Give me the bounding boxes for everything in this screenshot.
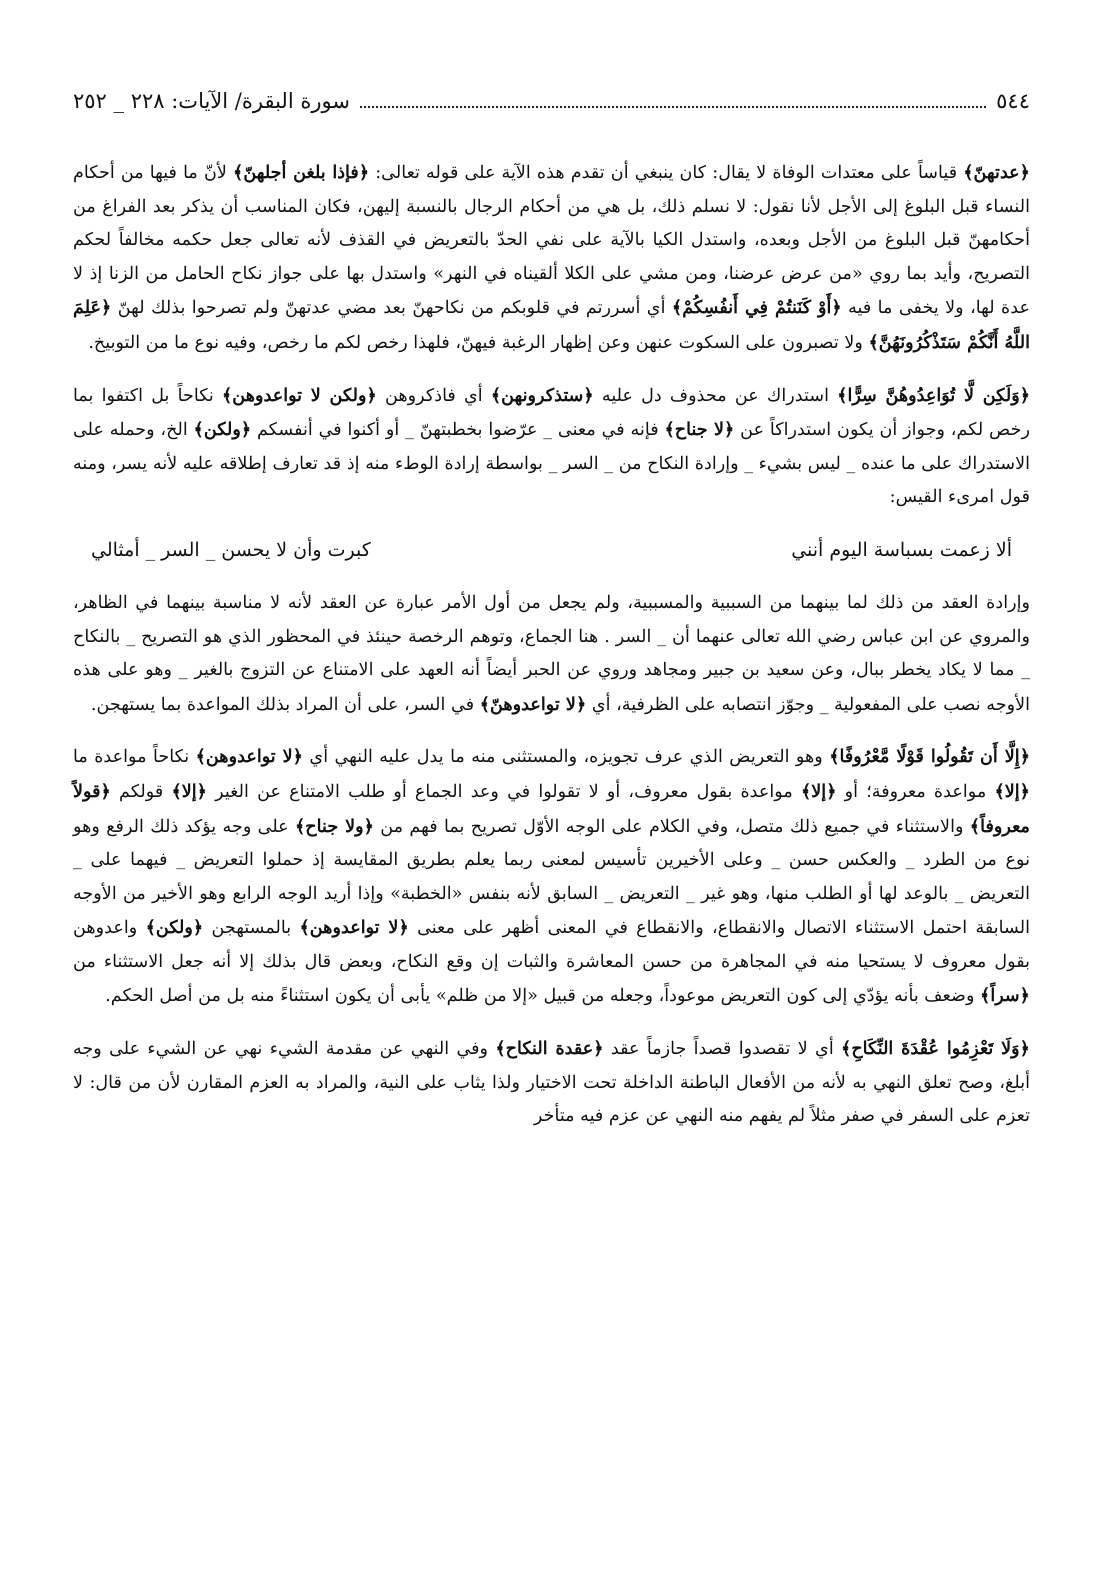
quranic-citation: ﴿لا تواعدوهنّ﴾ xyxy=(479,693,587,715)
quranic-citation: ﴿إلا﴾ xyxy=(800,780,837,802)
quranic-citation: ﴿ولكن لا تواعدوهن﴾ xyxy=(222,384,377,406)
quranic-citation: ﴿ولا جناح﴾ xyxy=(295,815,374,837)
quranic-citation: ﴿ستذكرونهن﴾ xyxy=(490,384,594,406)
page-header xyxy=(73,86,1030,118)
quranic-citation: ﴿لا تواعدوهن﴾ xyxy=(299,917,409,939)
quranic-citation: ﴿أَوْ كَنَنتُمْ فِي أَنفُسِكُمْ﴾ xyxy=(671,297,842,319)
page-number: ٥٤٤ xyxy=(996,89,1030,113)
quranic-citation: ﴿عقدة النكاح﴾ xyxy=(495,1038,604,1060)
paragraph-4: ﴿إِلَّا أَن تَقُولُوا قَوْلًا مَّعْرُوفًا﴾ وهو التعريض الذي عرف تجويزه، والمستثنى منه ما يدل عليه النهي أي ﴿لا تواعدوهن﴾ نكاحاً مواعدة ما ﴿إلا﴾ مواعدة معروفة؛ أو ﴿إلا﴾ مواعدة بقول معروف، أو لا تقولوا في وعد الجماع أو طلب الامتناع عن الغير ﴿إلا﴾ قولكم ﴿قولاً معروفاً﴾ والاستثناء في جميع ذلك متصل، وفي الكلام على الوجه الأوّل تصريح بما فهم من ﴿ولا جناح﴾ على وجه يؤكد ذلك الرفع وهو نوع من الطرد _ والعكس حسن _ وعلى الأخيرين تأسيس لمعنى ربما يعلم بطريق المقايسة إذ حملوا التعريض _ فيهما على _ التعريض _ بالوعد لها أو الطلب منها، وهو غير _ التعريض _ السابق لأنه بنفس «الخطبة» وإذا أريد الوجه الرابع وهو الأخير من الأوجه السابقة احتمل الاستثناء الاتصال والانقطاع، والانقطاع في المعنى أظهر على معنى ﴿لا تواعدوهن﴾ بالمستهجن ﴿ولكن﴾ واعدوهن بقول معروف لا يستحيا منه في المجاهرة من حسن المعاشرة والثبات إن وقع النكاح، وبعض قال بذلك إلا أنه جعل الاستثناء من ﴿سراً﴾ وضعف بأنه يؤدّي إلى كون التعريض موعوداً، وجعله من قبيل «إلا من ظلم» يأبى أن يكون استثناءً منه بل من أصل الحكم. xyxy=(73,746,1031,1007)
quranic-citation: ﴿عَلِمَ اللَّهُ أَنَّكُمْ سَتَذْكُرُونَهُنَّ﴾ xyxy=(73,297,1030,353)
paragraph-3: وإرادة العقد من ذلك لما بينهما من السببية والمسببية، ولم يجعل من أول الأمر عبارة عن العقد لأنه لا مناسبة بينهما في الظاهر، والمروي عن ابن عباس رضي الله تعالى عنهما أن _ السر . هنا الجماع، وتوهم الرخصة حينئذ في المحظور الذي هو التصريح _ بالنكاح _ مما لا يكاد يخطر ببال، وعن سعيد بن جبير ومجاهد وروي عن الحبر أيضاً أنه العهد على الامتناع عن التزوج بالغير _ وهو على هذه الأوجه نصب على المفعولية _ وجوّز انتصابه على الظرفية، أي ﴿لا تواعدوهنّ﴾ في السر، على أن المراد بذلك المواعدة بما يستهجن. xyxy=(73,592,1030,715)
quranic-citation: ﴿فإذا بلغن أجلهنّ﴾ xyxy=(233,162,370,183)
quranic-citation: ﴿إلا﴾ xyxy=(171,780,207,802)
quranic-citation: ﴿وَلَكِن لَّا تُوَاعِدُوهُنَّ سِرًّا﴾ xyxy=(837,384,1030,406)
poem-verse xyxy=(91,533,1012,567)
quranic-citation: ﴿عدتهنّ﴾ xyxy=(963,162,1030,183)
running-title: سورة البقرة/ الآيات: ٢٢٨ _ ٢٥٢ xyxy=(73,89,350,113)
quranic-citation: ﴿إلا﴾ xyxy=(994,780,1030,802)
paragraph-1: ﴿عدتهنّ﴾ قياساً على معتدات الوفاة لا يقال: كان ينبغي أن تقدم هذه الآية على قوله تعالى: ﴿فإذا بلغن أجلهنّ﴾ لأنّ ما فيها من أحكام النساء قبل البلوغ إلى الأجل لأنا نقول: لا نسلم ذلك، بل هي من أحكام الرجال بالنسبة إليهن، فكان المناسب أن يذكر بعد الفراغ من أحكامهنّ قبل البلوغ من الأجل وبعده، واستدل الكيا بالآية على نفي الحدّ بالتعريض في القذف لأنه تعالى جعل حكمه مخالفاً لحكم التصريح، وأيد بما روي «من عرض عرضنا، ومن مشي على الكلا ألقيناه في النهر» واستدل بها على جواز نكاح الحامل من الزنا إذ لا عدة لها، ولا يخفى ما فيه ﴿أَوْ كَنَنتُمْ فِي أَنفُسِكُمْ﴾ أي أسررتم في قلوبكم من نكاحهنّ بعد مضي عدتهنّ ولم تصرحوا بذلك لهنّ ﴿عَلِمَ اللَّهُ أَنَّكُمْ سَتَذْكُرُونَهُنَّ﴾ ولا تصبرون على السكوت عنهن وعن إظهار الرغبة فيهنّ، فلهذا رخص لكم ما رخص، وفيه نوع ما من التوبيخ. xyxy=(73,162,1030,353)
header-dotted-leader xyxy=(360,106,986,108)
quranic-citation: ﴿وَلَا تَعْزِمُوا عُقْدَةَ النِّكَاحِ﴾ xyxy=(841,1038,1030,1060)
quranic-citation: ﴿قولاً معروفاً﴾ xyxy=(73,780,1030,837)
quranic-citation: ﴿ولكن﴾ xyxy=(145,917,204,939)
paragraph-2: ﴿وَلَكِن لَّا تُوَاعِدُوهُنَّ سِرًّا﴾ استدراك عن محذوف دل عليه ﴿ستذكرونهن﴾ أي فاذكروهن ﴿ولكن لا تواعدوهن﴾ نكاحاً بل اكتفوا بما رخص لكم، وجواز أن يكون استدراكاً عن ﴿لا جناح﴾ فإنه في معنى _ عرّضوا بخطبتهنّ _ أو أكنوا في أنفسكم ﴿ولكن﴾ الخ، وحمله على الاستدراك على ما عنده _ ليس بشيء _ وإرادة النكاح من _ السر _ بواسطة إرادة الوطء منه إذ قد تعارف إطلاقه عليه لأنه يسر، ومنه قول امرىء القيس: xyxy=(73,384,1030,508)
quranic-citation: ﴿لا تواعدوهن﴾ xyxy=(195,746,303,768)
quranic-citation: ﴿لا جناح﴾ xyxy=(664,419,735,441)
paragraph-5: ﴿وَلَا تَعْزِمُوا عُقْدَةَ النِّكَاحِ﴾ أي لا تقصدوا قصداً جازماً عقد ﴿عقدة النكاح﴾ وفي النهي عن مقدمة الشيء نهي عن الشيء على وجه أبلغ، وصح تعلق النهي به لأنه من الأفعال الباطنة الداخلة تحت الاختيار ولذا يثاب على النية، والمراد به العزم المقارن لأن من قال: لا تعزم على السفر في صفر مثلاً لم يفهم منه النهي عن عزم فيه متأخر xyxy=(73,1038,1030,1127)
quranic-citation: ﴿ولكن﴾ xyxy=(193,419,252,441)
page-body xyxy=(73,156,1030,1134)
poem-first-hemistich: ألا زعمت بسباسة اليوم أنني xyxy=(791,538,1012,561)
quranic-citation: ﴿إِلَّا أَن تَقُولُوا قَوْلًا مَّعْرُوفًا﴾ xyxy=(829,746,1031,768)
poem-second-hemistich: كبرت وأن لا يحسن _ السر _ أمثالي xyxy=(91,538,371,561)
quranic-citation: ﴿سراً﴾ xyxy=(980,985,1030,1007)
